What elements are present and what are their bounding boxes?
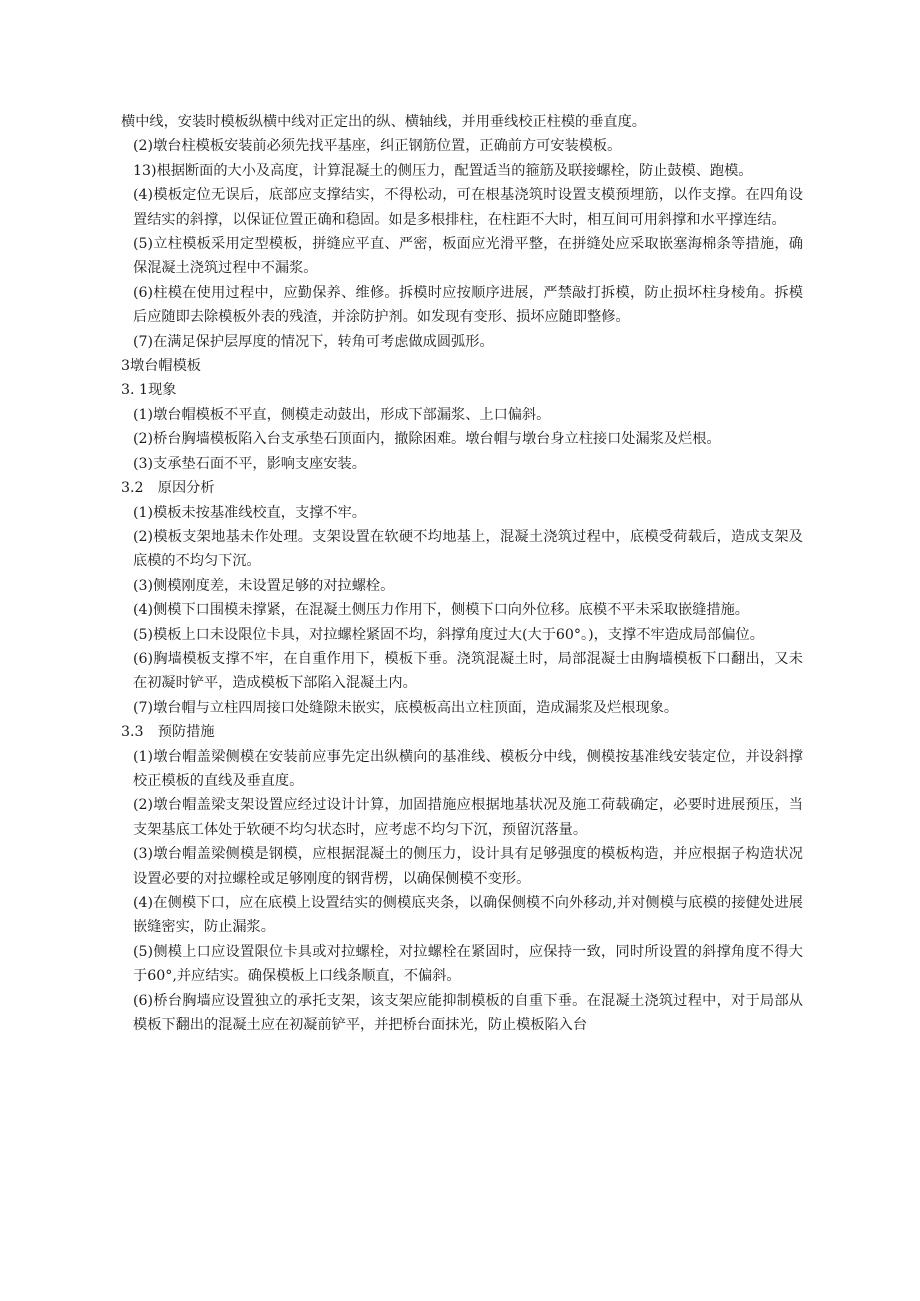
paragraph: (1)墩台帽盖梁侧模在安装前应事先定出纵横向的基准线、模板分中线，侧模按基准线安装定位，并设斜撑校正模板的直线及垂直度。 — [133, 748, 803, 789]
paragraph: (7)墩台帽与立柱四周接口处缝隙未嵌实，底模板高出立柱顶面，造成漏浆及烂根现象。 — [133, 699, 679, 716]
paragraph: (3)墩台帽盖梁侧模是钢模，应根据混凝土的侧压力，设计具有足够强度的模板构造，并应根据子构造状况设置必要的对拉螺栓或足够刚度的钢背楞，以确保侧模不变形。 — [133, 846, 803, 887]
document-page — [121, 110, 803, 1037]
section-heading: 3.3 预防措施 — [121, 724, 215, 741]
section-heading: 3.2 原因分析 — [121, 480, 215, 497]
paragraph: (2)模板支架地基未作处理。支架设置在软硬不均地基上，混凝土浇筑过程中，底模受荷载后，造成支架及底模的不均匀下沉。 — [133, 528, 803, 570]
section-heading: 3墩台帽模板 — [121, 358, 201, 375]
paragraph: (4)模板定位无误后，底部应支撑结实，不得松动，可在根基浇筑时设置支模预埋筋，以作支撑。在四角设置结实的斜撑，以保证位置正确和稳固。如是多根排柱，在柱距不大时，相互间可用斜撑和水平撑连结。 — [133, 187, 803, 228]
section-heading: 3. 1现象 — [121, 382, 177, 399]
paragraph: (6)桥台胸墙应设置独立的承托支架，该支架应能抑制模板的自重下垂。在混凝土浇筑过程中，对于局部从模板下翻出的混凝土应在初凝前铲平，并把桥台面抹光，防止模板陷入台 — [133, 992, 803, 1034]
paragraph: (6)柱模在使用过程中，应勤保养、维修。拆模时应按顺序进展，严禁敲打拆模，防止损坏柱身棱角。拆模后应随即去除模板外表的残渣，并涂防护剂。如发现有变形、损坏应随即整修。 — [133, 284, 803, 326]
paragraph: (3)侧模刚度差，未设置足够的对拉螺栓。 — [133, 577, 395, 594]
paragraph: (5)侧模上口应设置限位卡具或对拉螺栓，对拉螺栓在紧固时，应保持一致，同时所设置的斜撑角度不得大于60°,并应结实。确保模板上口线条顺直，不偏斜。 — [133, 943, 803, 985]
paragraph: 横中线，安装时模板纵横中线对正定出的纵、横轴线，并用垂线校正柱模的垂直度。 — [121, 114, 646, 130]
paragraph: (5)模板上口未设限位卡具，对拉螺栓紧固不均，斜撑角度过大(大于60°。)，支撑不牢造成局部偏位。 — [133, 626, 764, 643]
paragraph: (2)墩台柱模板安装前必须先找平基座，纠正钢筋位置，正确前方可安装模板。 — [133, 138, 622, 155]
paragraph: (4)在侧模下口，应在底模上设置结实的侧模底夹条，以确保侧模不向外移动,并对侧模与底模的接健处进展嵌缝密实，防止漏浆。 — [133, 895, 803, 936]
paragraph: (1)模板未按基准线校直，支撑不牢。 — [133, 504, 366, 521]
paragraph: (2)桥台胸墙模板陷入台支承垫石顶面内，撤除困难。墩台帽与墩台身立柱接口处漏浆及烂根。 — [133, 431, 721, 448]
paragraph: (1)墩台帽模板不平直，侧模走动鼓出，形成下部漏浆、上口偏斜。 — [133, 406, 551, 423]
paragraph: (4)侧模下口围模未撑紧，在混凝土侧压力作用下，侧模下口向外位移。底模不平未采取嵌缝措施。 — [133, 602, 749, 619]
paragraph: (6)胸墙模板支撑不牢，在自重作用下，模板下垂。浇筑混凝土时，局部混凝士由胸墙模板下口翻出，又未在初凝时铲平，造成模板下部陷入混凝土内。 — [133, 650, 803, 692]
paragraph: (3)支承垫石面不平，影响支座安装。 — [133, 455, 366, 472]
paragraph: (7)在满足保护层厚度的情况下，转角可考虑做成圆弧形。 — [133, 333, 494, 350]
paragraph: 13)根据断面的大小及高度，计算混凝土的侧压力，配置适当的箍筋及联接螺栓，防止鼓模、跑模。 — [133, 162, 753, 179]
paragraph: (5)立柱模板采用定型模板，拼缝应平直、严密，板面应光滑平整，在拼缝处应采取嵌塞海棉条等措施，确保混凝土浇筑过程中不漏浆。 — [133, 236, 803, 277]
paragraph: (2)墩台帽盖梁支架设置应经过设计计算，加固措施应根据地基状况及施工荷载确定，必要时进展预压，当支架基底工体处于软硬不均匀状态时，应考虑不均匀下沉，预留沉落量。 — [133, 797, 803, 838]
